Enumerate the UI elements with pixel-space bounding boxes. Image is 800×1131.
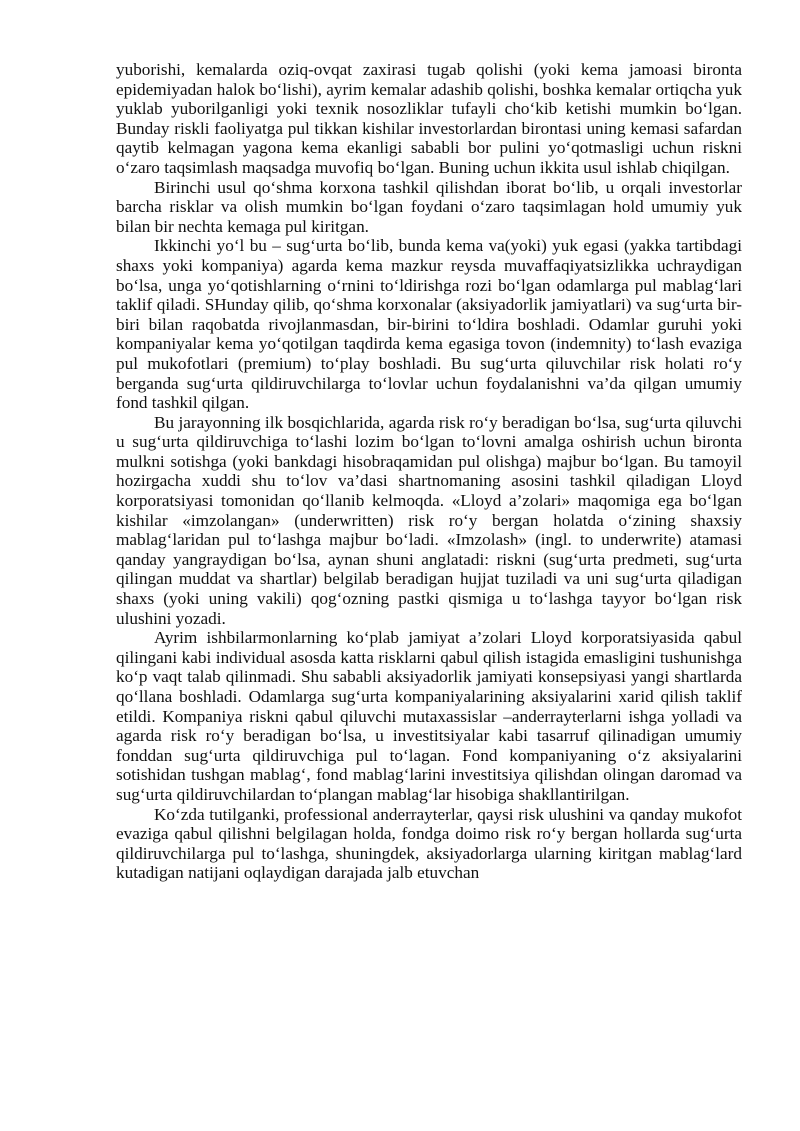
paragraph-underwriters: Ko‘zda tutilganki, professional anderrayterlar, qaysi risk ulushini va qanday mukofot evaziga qabul qilishni belgilagan holda, fondga doimo risk ro‘y bergan hollarda sug‘urta qildiruvchilarga pul to‘lashga, shuningdek, aksiyadorlarga ularning kiritgan mablag‘lard kutadigan natijani oqlaydigan darajada jalb etuvchan <box>116 804 742 883</box>
paragraph-joint-stock: Ayrim ishbilarmonlarning ko‘plab jamiyat a’zolari Lloyd korporatsiyasida qabul qilingani kabi individual asosda katta risklarni qabul qilish istagida emasligini tushunishga ko‘p vaqt talab qilinmadi. Shu sababli aksiyadorlik jamiyati konsepsiyasi yangi shartlarda qo‘llana boshladi. Odamlarga sug‘urta kompaniyalarining aksiyalarini xarid qilish taklif etildi. Kompaniya riskni qabul qiluvchi mutaxassislar –anderrayterlarni ishga yolladi va agarda risk ro‘y beradigan bo‘lsa, u investitsiyalar kabi tasarruf qilinadigan umumiy fonddan sug‘urta qildiruvchiga pul to‘lagan. Fond kompaniyaning o‘z aksiyalarini sotishidan tushgan mablag‘, fond mablag‘larini investitsiya qilishdan olingan daromad va sug‘urta qildiruvchilardan to‘plangan mablag‘lar hisobiga shakllantirilgan. <box>116 628 742 804</box>
paragraph-first-method: Birinchi usul qo‘shma korxona tashkil qilishdan iborat bo‘lib, u orqali investorlar barcha risklar va olish mumkin bo‘lgan foydani o‘zaro taqsimlagan hold umumiy yuk bilan bir nechta kemaga pul kiritgan. <box>116 177 742 236</box>
paragraph-continued: yuborishi, kemalarda oziq-ovqat zaxirasi tugab qolishi (yoki kema jamoasi bironta epidemiyadan halok bo‘lishi), ayrim kemalar adashib qolishi, boshka kemalar ortiqcha yuk yuklab yuborilganligi yoki texnik nosozliklar tufayli cho‘kib ketishi mumkin bo‘lgan. Bunday riskli faoliyatga pul tikkan kishilar investorlardan birontasi uning kemasi safardan qaytib kelmagan yagona kema ekanligi sababli bor pulini yo‘qotmasligi uchun riskni o‘zaro taqsimlash maqsadga muvofiq bo‘lgan. Buning uchun ikkita usul ishlab chiqilgan. <box>116 60 742 177</box>
paragraph-second-method: Ikkinchi yo‘l bu – sug‘urta bo‘lib, bunda kema va(yoki) yuk egasi (yakka tartibdagi shaxs yoki kompaniya) agarda kema mazkur reysda muvaffaqiyatsizlikka uchraydigan bo‘lsa, unga yo‘qotishlarning o‘rnini to‘ldirishga rozi bo‘lgan odamlarga pul mablag‘lari taklif qiladi. SHunday qilib, qo‘shma korxonalar (aksiyadorlik jamiyatlari) va sug‘urta bir-biri bilan raqobatda rivojlanmasdan, bir-birini to‘ldira boshladi. Odamlar guruhi yoki kompaniyalar kema yo‘qotilgan taqdirda kema egasiga tovon (indemnity) to‘lash evaziga pul mukofotlari (premium) to‘play boshladi. Bu sug‘urta qiluvchilar risk holati ro‘y berganda sug‘urta qildiruvchilarga to‘lovlar uchun foydalanishni va’da qilgan umumiy fond tashkil qilgan. <box>116 236 742 413</box>
paragraph-lloyd: Bu jarayonning ilk bosqichlarida, agarda risk ro‘y beradigan bo‘lsa, sug‘urta qiluvchi u sug‘urta qildiruvchiga to‘lashi lozim bo‘lgan to‘lovni amalga oshirish uchun bironta mulkni sotishga (yoki bankdagi hisobraqamidan pul olishga) majbur bo‘lgan. Bu tamoyil hozirgacha xuddi shu to‘lov va’dasi shartnomaning asosini tashkil qiladigan Lloyd korporatsiyasi tomonidan qo‘llanib kelmoqda. «Lloyd a’zolari» maqomiga ega bo‘lgan kishilar «imzolangan» (underwritten) risk ro‘y bergan holatda o‘zining shaxsiy mablag‘laridan pul to‘lashga majbur bo‘ladi. «Imzolash» (ingl. to underwrite) atamasi qanday yangraydigan bo‘lsa, aynan shuni anglatadi: riskni (sug‘urta predmeti, sug‘urta qilingan muddat va shartlar) belgilab beradigan hujjat tuziladi va uni sug‘urta qiladigan shaxs (yoki uning vakili) qog‘ozning pastki qismiga u to‘lashga tayyor bo‘lgan risk ulushini yozadi. <box>116 412 742 628</box>
